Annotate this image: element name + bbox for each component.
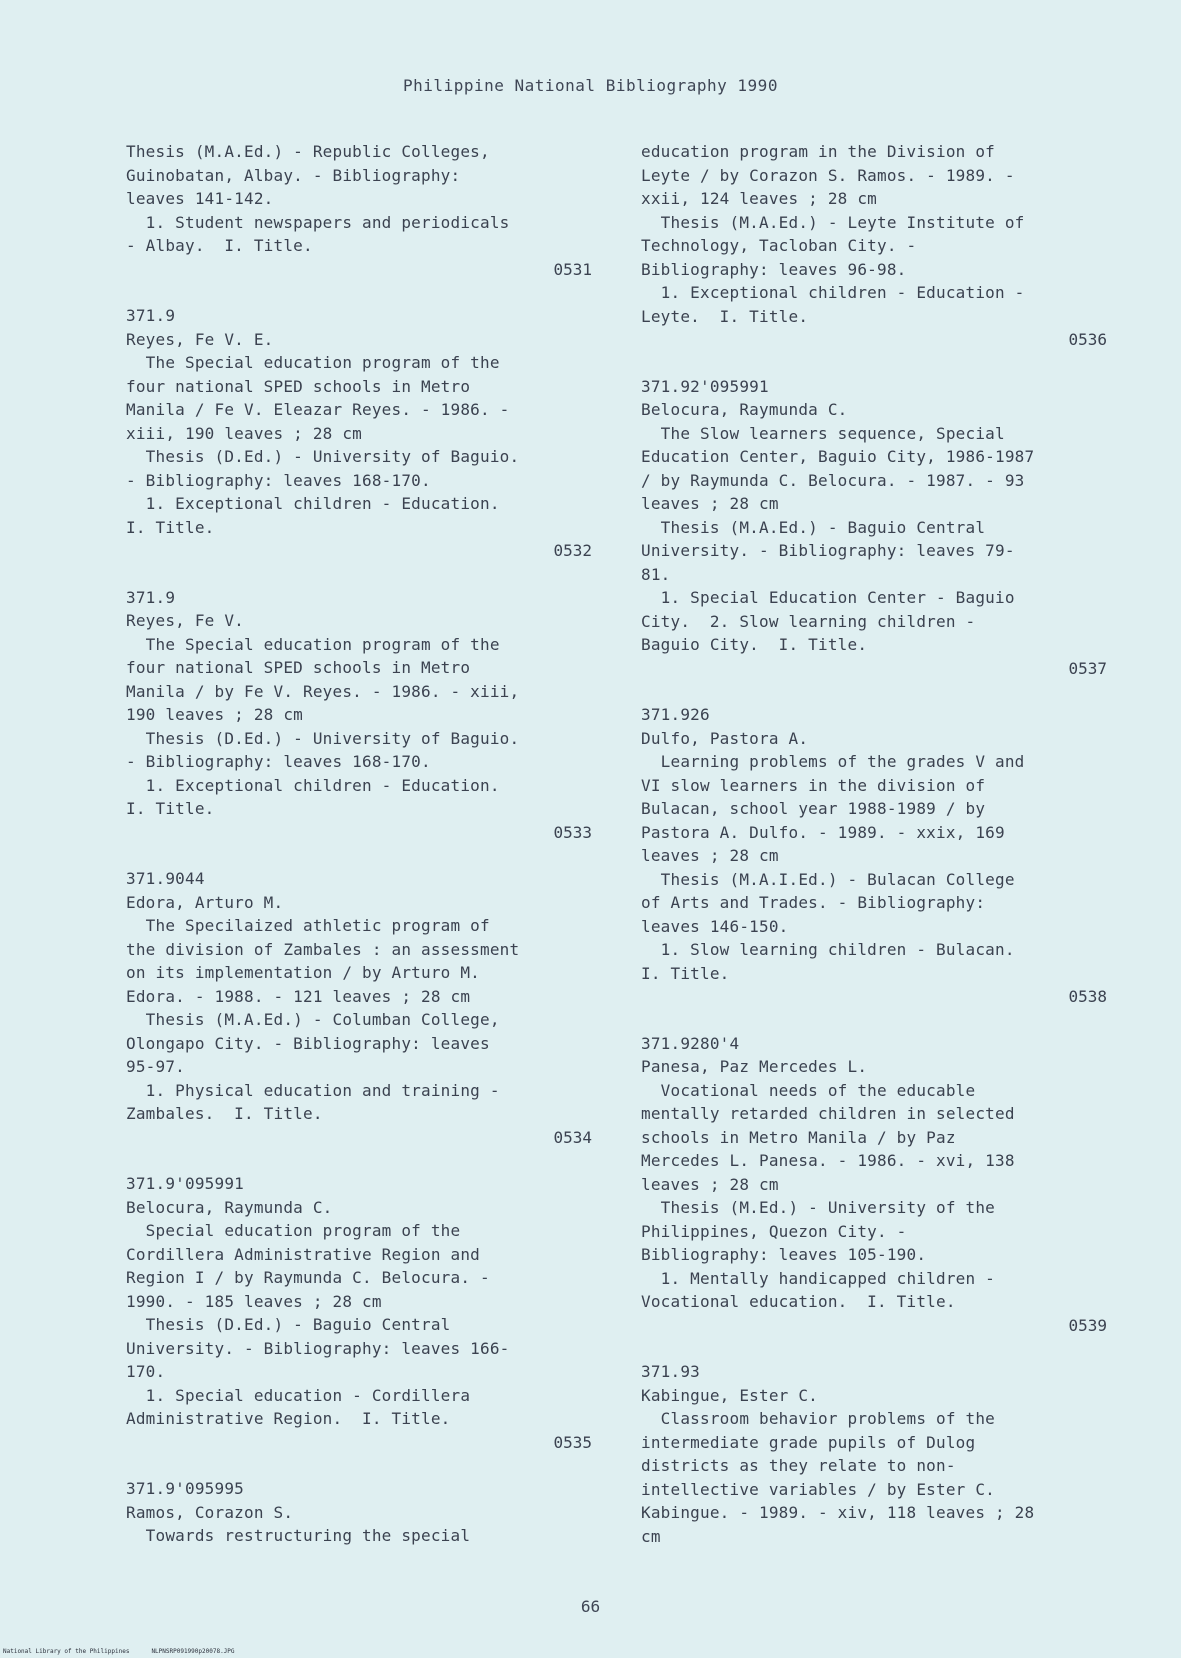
entry-line: Special education program of the bbox=[126, 1221, 461, 1240]
entry-line: Edora. - 1988. - 121 leaves ; 28 cm bbox=[126, 986, 471, 1006]
entry-line: 1. Special education - Cordillera bbox=[126, 1385, 471, 1405]
entry-line: Olongapo City. - Bibliography: leaves bbox=[126, 1033, 490, 1053]
entry-line: Guinobatan, Albay. - Bibliography: bbox=[126, 165, 461, 185]
entry-line: Classroom behavior problems of the bbox=[641, 1409, 995, 1428]
entry-line: 1. Exceptional children - Education - bbox=[641, 283, 1025, 302]
entry-line: City. 2. Slow learning children - bbox=[641, 611, 976, 631]
entry-line: 1. Mentally handicapped children - bbox=[641, 1268, 995, 1288]
credit-file: NLPNSRP091990p20078.JPG bbox=[151, 1648, 235, 1655]
catalog-entry bbox=[641, 703, 1107, 1009]
entry-number: 0533 bbox=[553, 822, 592, 842]
entry-line: education program in the Division of bbox=[641, 142, 995, 161]
catalog-entry bbox=[641, 1360, 1107, 1548]
credit-library: National Library of the Philippines bbox=[3, 1648, 130, 1655]
entry-line: I. Title. bbox=[641, 963, 730, 983]
entry-line: leaves 146-150. bbox=[641, 916, 789, 936]
entry-line: - Bibliography: leaves 168-170. bbox=[126, 752, 431, 771]
entry-line: 1. Physical education and training - bbox=[126, 1080, 500, 1100]
entry-line: leaves 141-142. bbox=[126, 189, 274, 208]
entry-line: leaves ; 28 cm bbox=[641, 1174, 779, 1194]
entry-line: Thesis (M.Ed.) - University of the bbox=[641, 1198, 995, 1217]
entry-line: Technology, Tacloban City. - bbox=[641, 236, 917, 255]
entry-line: Reyes, Fe V. bbox=[126, 611, 244, 630]
entry-line: Manila / by Fe V. Reyes. - 1986. - xiii, bbox=[126, 681, 520, 701]
entry-line: Administrative Region. I. Title. bbox=[126, 1409, 451, 1428]
entry-line: VI slow learners in the division of bbox=[641, 775, 986, 795]
entry-line: 81. bbox=[641, 564, 671, 584]
entry-line: 371.9'095991 bbox=[126, 1174, 244, 1193]
entry-number: 0535 bbox=[553, 1432, 592, 1452]
entry-line: Thesis (D.Ed.) - Baguio Central bbox=[126, 1315, 451, 1334]
entry-line: 170. bbox=[126, 1362, 166, 1381]
entry-line: the division of Zambales : an assessment bbox=[126, 939, 520, 959]
page-number: 66 bbox=[580, 1597, 601, 1616]
entry-line: The Special education program of the bbox=[126, 634, 500, 654]
catalog-entry bbox=[126, 867, 592, 1149]
entry-line: / by Raymunda C. Belocura. - 1987. - 93 bbox=[641, 470, 1025, 490]
entry-line: I. Title. bbox=[126, 517, 215, 537]
entry-line: 190 leaves ; 28 cm bbox=[126, 705, 303, 724]
entry-line: districts as they relate to non- bbox=[641, 1456, 956, 1475]
entry-line: cm bbox=[641, 1526, 661, 1546]
entry-line: leaves ; 28 cm bbox=[641, 494, 779, 513]
entry-line: Thesis (M.A.Ed.) - Baguio Central bbox=[641, 517, 986, 537]
entry-line: of Arts and Trades. - Bibliography: bbox=[641, 893, 986, 912]
entry-line: Mercedes L. Panesa. - 1986. - xvi, 138 bbox=[641, 1151, 1015, 1170]
entry-line: 371.92'095991 bbox=[641, 376, 769, 396]
entry-line: The Specilaized athletic program of bbox=[126, 916, 490, 935]
catalog-entry bbox=[126, 304, 592, 563]
entry-line: - Bibliography: leaves 168-170. bbox=[126, 470, 431, 490]
entry-number: 0532 bbox=[553, 541, 592, 560]
entry-line: Ramos, Corazon S. bbox=[126, 1502, 294, 1522]
entry-line: Kabingue, Ester C. bbox=[641, 1385, 818, 1405]
entry-line: Belocura, Raymunda C. bbox=[641, 400, 848, 419]
entry-line: 1. Exceptional children - Education. bbox=[126, 775, 500, 795]
entry-line: Learning problems of the grades V and bbox=[641, 752, 1025, 771]
entry-line: University. - Bibliography: leaves 166- bbox=[126, 1338, 510, 1358]
catalog-entry bbox=[641, 375, 1107, 681]
entry-number: 0531 bbox=[553, 259, 592, 279]
entry-line: 1. Student newspapers and periodicals bbox=[126, 212, 510, 232]
entry-line: 371.926 bbox=[641, 705, 710, 724]
entry-line: University. - Bibliography: leaves 79- bbox=[641, 541, 1015, 560]
entry-line: Manila / Fe V. Eleazar Reyes. - 1986. - bbox=[126, 400, 510, 419]
entry-line: leaves ; 28 cm bbox=[641, 846, 779, 865]
catalog-entry bbox=[641, 140, 1107, 352]
catalog-entry bbox=[126, 140, 592, 281]
entry-line: Thesis (M.A.I.Ed.) - Bulacan College bbox=[641, 869, 1015, 889]
entry-line: xxii, 124 leaves ; 28 cm bbox=[641, 189, 877, 208]
entry-number: 0536 bbox=[1068, 330, 1107, 349]
catalog-entry bbox=[126, 1477, 592, 1548]
catalog-entry bbox=[126, 1172, 592, 1454]
entry-line: Baguio City. I. Title. bbox=[641, 635, 868, 654]
entry-line: 1. Exceptional children - Education. bbox=[126, 494, 500, 513]
entry-line: four national SPED schools in Metro bbox=[126, 376, 471, 396]
entry-line: Panesa, Paz Mercedes L. bbox=[641, 1057, 868, 1076]
entry-number: 0534 bbox=[553, 1127, 592, 1147]
entry-line: Reyes, Fe V. E. bbox=[126, 329, 274, 349]
entry-line: intellective variables / by Ester C. bbox=[641, 1479, 995, 1499]
entry-line: on its implementation / by Arturo M. bbox=[126, 963, 480, 982]
entry-line: Thesis (D.Ed.) - University of Baguio. bbox=[126, 728, 520, 748]
entry-line: Kabingue. - 1989. - xiv, 118 leaves ; 28 bbox=[641, 1503, 1035, 1522]
entry-line: Towards restructuring the special bbox=[126, 1526, 471, 1545]
entry-line: - Albay. I. Title. bbox=[126, 236, 313, 255]
entry-line: Cordillera Administrative Region and bbox=[126, 1244, 480, 1264]
entry-line: 1. Slow learning children - Bulacan. bbox=[641, 940, 1015, 959]
entry-line: mentally retarded children in selected bbox=[641, 1104, 1015, 1123]
catalog-entry bbox=[126, 586, 592, 845]
entry-line: Leyte / by Corazon S. Ramos. - 1989. - bbox=[641, 165, 1015, 185]
entry-line: Bulacan, school year 1988-1989 / by bbox=[641, 799, 986, 818]
entry-line: I. Title. bbox=[126, 799, 215, 818]
entry-line: Philippines, Quezon City. - bbox=[641, 1221, 907, 1241]
entry-line: Thesis (D.Ed.) - University of Baguio. bbox=[126, 447, 520, 466]
entry-line: 1. Special Education Center - Baguio bbox=[641, 588, 1015, 607]
entry-line: Pastora A. Dulfo. - 1989. - xxix, 169 bbox=[641, 822, 1005, 842]
entry-line: 371.9'095995 bbox=[126, 1479, 244, 1498]
entry-number: 0538 bbox=[1068, 987, 1107, 1006]
entry-line: Belocura, Raymunda C. bbox=[126, 1197, 333, 1217]
entry-line: Thesis (M.A.Ed.) - Leyte Institute of bbox=[641, 212, 1025, 232]
entry-line: Vocational education. I. Title. bbox=[641, 1292, 956, 1311]
entry-line: Bibliography: leaves 96-98. bbox=[641, 259, 907, 279]
entry-line: 371.9 bbox=[126, 587, 176, 607]
entry-line: intermediate grade pupils of Dulog bbox=[641, 1432, 976, 1452]
entry-line: Thesis (M.A.Ed.) - Republic Colleges, bbox=[126, 142, 490, 161]
entry-line: 371.9 bbox=[126, 306, 176, 325]
entry-line: xiii, 190 leaves ; 28 cm bbox=[126, 423, 362, 443]
left-column bbox=[126, 140, 592, 1548]
page-header: Philippine National Bibliography 1990 bbox=[403, 76, 778, 95]
entry-line: 95-97. bbox=[126, 1057, 185, 1076]
entry-line: 371.9044 bbox=[126, 869, 205, 888]
entry-line: four national SPED schools in Metro bbox=[126, 658, 471, 677]
entry-line: The Slow learners sequence, Special bbox=[641, 423, 1005, 443]
entry-line: Leyte. I. Title. bbox=[641, 306, 809, 326]
entry-line: Bibliography: leaves 105-190. bbox=[641, 1245, 927, 1264]
entry-line: The Special education program of the bbox=[126, 353, 500, 372]
entry-line: 371.9280'4 bbox=[641, 1033, 740, 1053]
entry-line: Region I / by Raymunda C. Belocura. - bbox=[126, 1268, 490, 1287]
entry-line: Education Center, Baguio City, 1986-1987 bbox=[641, 447, 1035, 466]
scan-credit bbox=[3, 1648, 257, 1655]
entry-line: Thesis (M.A.Ed.) - Columban College, bbox=[126, 1010, 500, 1029]
entry-line: Zambales. I. Title. bbox=[126, 1104, 323, 1123]
catalog-entry bbox=[641, 1032, 1107, 1338]
entry-line: schools in Metro Manila / by Paz bbox=[641, 1127, 956, 1147]
entry-line: 1990. - 185 leaves ; 28 cm bbox=[126, 1291, 382, 1311]
entry-line: Vocational needs of the educable bbox=[641, 1080, 976, 1100]
entry-line: 371.93 bbox=[641, 1362, 700, 1381]
entry-line: Edora, Arturo M. bbox=[126, 892, 284, 912]
right-column bbox=[641, 140, 1107, 1548]
entry-number: 0537 bbox=[1068, 658, 1107, 678]
entry-number: 0539 bbox=[1068, 1315, 1107, 1335]
entry-line: Dulfo, Pastora A. bbox=[641, 728, 809, 748]
